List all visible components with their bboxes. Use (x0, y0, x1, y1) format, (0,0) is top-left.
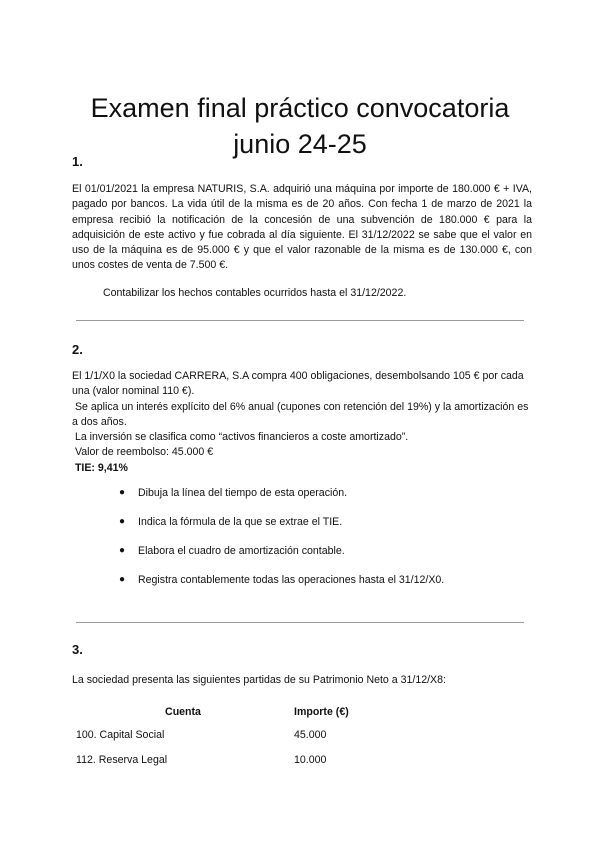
question-1-text: El 01/01/2021 la empresa NATURIS, S.A. adquirió una máquina por importe de 180.000 € + IVA, pagado por bancos. La vida útil de la misma es de 20 años. Con fecha 1 de marzo de 2021 la empresa recibió la notificación de la concesión de una subvención de 180.000 € para la adquisición de este activo y fue cobrada al día siguiente. El 31/12/2022 se sabe que el valor en uso de la máquina es de 95.000 € y que el valor razonable de la misma es de 130.000 €, con unos costes de venta de 7.500 €. (72, 183, 532, 272)
question-2-line-4: Valor de reembolso: 45.000 € (72, 446, 214, 459)
column-header-cuenta: Cuenta (165, 706, 201, 718)
question-1-number: 1. (72, 154, 83, 169)
table-cell-importe: 45.000 (294, 728, 327, 741)
question-3-intro: La sociedad presenta las siguientes partidas de su Patrimonio Neto a 31/12/X8: (72, 674, 446, 686)
bullet-dot-icon: ● (119, 487, 126, 498)
bullet-dot-icon: ● (119, 545, 126, 556)
question-2-line-2: Se aplica un interés explícito del 6% anual (cupones con retención del 19%) y la amortización es a dos años. (72, 400, 532, 428)
column-header-importe: Importe (€) (294, 706, 349, 718)
section-divider (76, 320, 524, 321)
question-2-line-1: El 1/1/X0 la sociedad CARRERA, S.A compra 400 obligaciones, desembolsando 105 € por cada una (valor nominal 110 €). (72, 370, 524, 398)
bullet-text: Dibuja la línea del tiempo de esta operación. (138, 487, 348, 499)
question-2-paragraph (72, 369, 532, 476)
bullet-text: Indica la fórmula de la que se extrae el TIE. (138, 516, 343, 528)
question-1-paragraph (72, 182, 532, 274)
table-cell-importe: 10.000 (294, 753, 327, 766)
bullet-dot-icon: ● (119, 574, 126, 585)
question-3-number: 3. (72, 642, 83, 657)
table-row (72, 747, 414, 772)
question-2-line-3: La inversión se clasifica como “activos financieros a coste amortizado”. (72, 431, 409, 444)
bullet-text: Registra contablemente todas las operaciones hasta el 31/12/X0. (138, 574, 445, 586)
question-2-tie: TIE: 9,41% (72, 461, 128, 474)
bullet-dot-icon: ● (119, 516, 126, 527)
page-title: Examen final práctico convocatoria junio 24-25 (90, 93, 510, 160)
table-row (72, 722, 414, 747)
question-1-instruction: Contabilizar los hechos contables ocurridos hasta el 31/12/2022. (103, 287, 407, 299)
table-cell-cuenta: 112. Reserva Legal (76, 753, 168, 766)
table-cell-cuenta: 100. Capital Social (76, 728, 165, 741)
patrimonio-neto-table (72, 702, 414, 772)
bullet-text: Elabora el cuadro de amortización contable. (138, 545, 345, 557)
table-header-row (72, 702, 414, 722)
question-2-number: 2. (72, 342, 83, 357)
section-divider (76, 622, 524, 623)
